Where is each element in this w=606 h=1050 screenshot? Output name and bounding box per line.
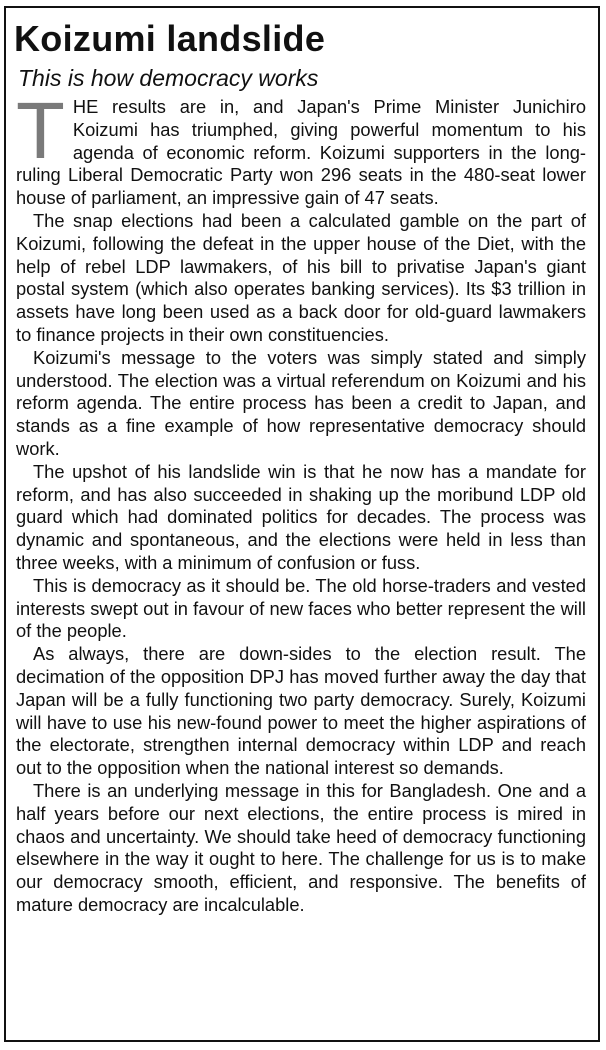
article-body — [16, 86, 586, 917]
article-title: Koizumi landslide — [14, 18, 326, 59]
paragraph-6: As always, there are down-sides to the election result. The decimation of the opposition DPJ has moved further away the day that Japan will be a fully functioning two party democracy. Surely, Koizumi will have to use his new-found power to meet the higher aspirations of the electorate, strengthen internal democracy within LDP and reach out to the opposition when the national interest so demands. — [16, 643, 586, 779]
article-subtitle: This is how democracy works — [18, 65, 319, 91]
paragraph-3: Koizumi's message to the voters was simply stated and simply understood. The election was a virtual referendum on Koizumi and his reform agenda. The entire process has been a credit to Japan, and stands as a fine example of how representative democracy should work. — [16, 346, 586, 459]
paragraph-4: The upshot of his landslide win is that he now has a mandate for reform, and has also succeeded in shaking up the moribund LDP old guard which had dominated politics for decades. The process was dynamic and spontaneous, and the elections were held in less than three weeks, with a minimum of confusion or fuss. — [16, 460, 586, 573]
drop-cap: T — [16, 86, 65, 175]
paragraph-5: This is democracy as it should be. The old horse-traders and vested interests swept out in favour of new faces who better represent the will of the people. — [16, 574, 586, 642]
paragraph-7: There is an underlying message in this for Bangladesh. One and a half years before our next elections, the entire process is mired in chaos and uncertainty. We should take heed of democracy functioning elsewhere in the way it ought to here. The challenge for us is to make our democracy smooth, efficient, and responsive. The benefits of mature democracy are incalculable. — [16, 779, 586, 915]
paragraph-1 — [16, 86, 586, 210]
paragraph-1-text: HE results are in, and Japan's Prime Minister Junichiro Koizumi has triumphed, giving powerful momentum to his agenda of economic reform. Koizumi supporters in the long-ruling Liberal Democratic Party won 296 seats in the 480-seat lower house of parliament, an impressive gain of 47 seats. — [16, 96, 586, 209]
paragraph-2: The snap elections had been a calculated gamble on the part of Koizumi, following the defeat in the upper house of the Diet, with the help of rebel LDP lawmakers, of his bill to privatise Japan's giant postal system (which also operates banking services). Its $3 trillion in assets have long been used as a back door for old-guard lawmakers to finance projects in their own constituencies. — [16, 209, 586, 345]
